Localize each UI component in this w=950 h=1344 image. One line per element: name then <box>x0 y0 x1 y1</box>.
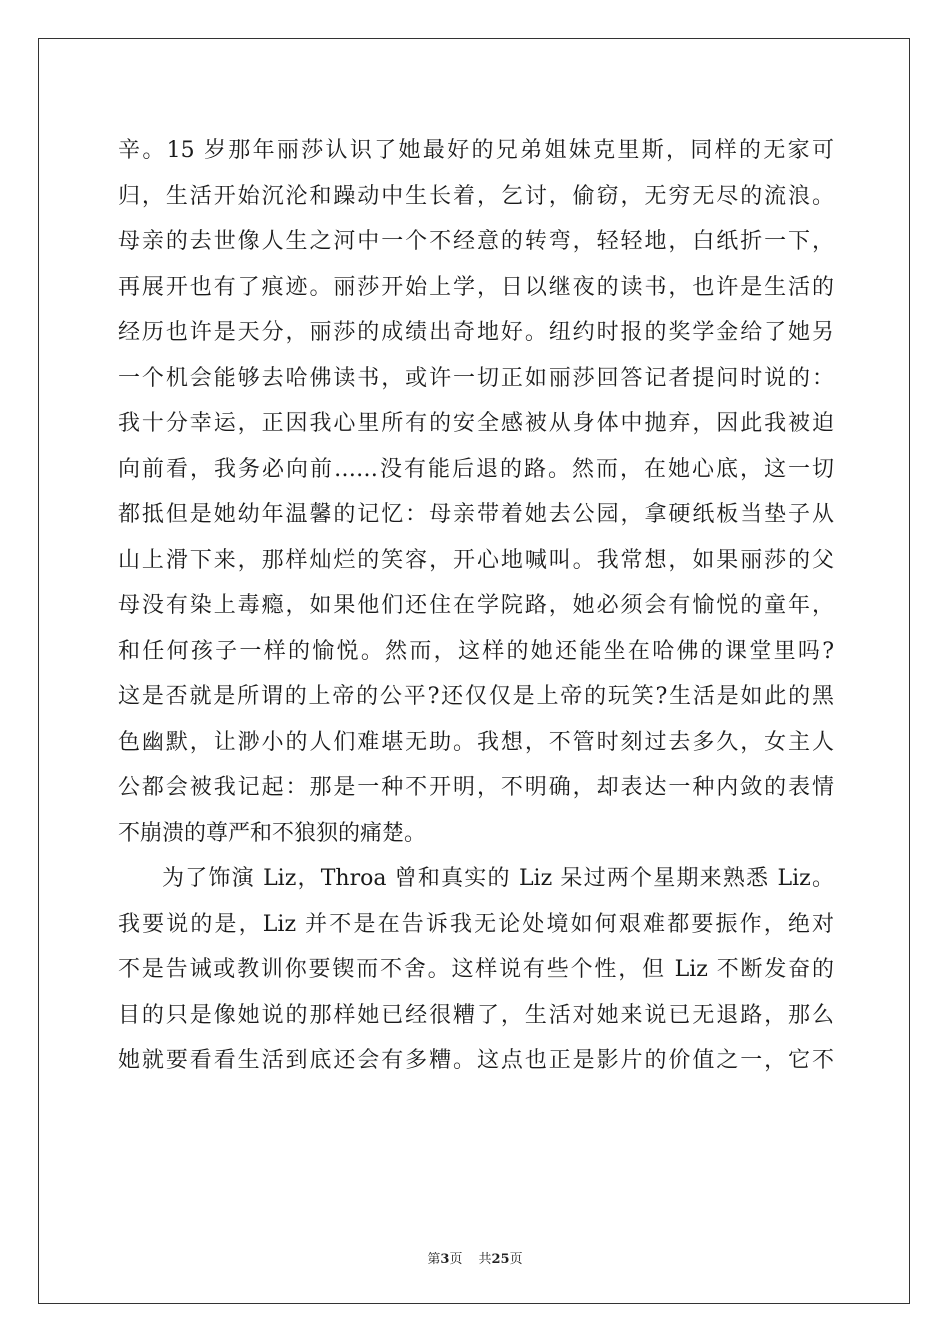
text-line: 一个机会能够去哈佛读书，或许一切正如丽莎回答记者提问时说的： <box>118 365 834 391</box>
text-line: 不是告诫或教训你要锲而不舍。这样说有些个性，但 Liz 不断发奋的 <box>118 957 834 982</box>
text-line: 不崩溃的尊严和不狼狈的痛楚。 <box>118 820 427 846</box>
page-suffix: 页 <box>449 1252 463 1267</box>
paragraph <box>118 856 834 1084</box>
text-line: 经历也许是天分，丽莎的成绩出奇地好。纽约时报的奖学金给了她另 <box>118 320 834 345</box>
text-line: 山上滑下来，那样灿烂的笑容，开心地喊叫。我常想，如果丽莎的父 <box>118 547 834 573</box>
total-prefix: 共 <box>478 1252 492 1267</box>
text-line: 她就要看看生活到底还会有多糟。这点也正是影片的价值之一，它不 <box>118 1048 834 1073</box>
text-line: 我要说的是，Liz 并不是在告诉我无论处境如何艰难都要振作，绝对 <box>118 911 834 937</box>
text-line: 这是否就是所谓的上帝的公平?还仅仅是上帝的玩笑?生活是如此的黑 <box>118 684 834 709</box>
text-line: 归，生活开始沉沦和躁动中生长着，乞讨，偷窃，无穷无尽的流浪。 <box>118 183 834 209</box>
text-line: 和任何孩子一样的愉悦。然而，这样的她还能坐在哈佛的课堂里吗? <box>118 638 834 664</box>
page-footer <box>0 1248 950 1267</box>
total-suffix: 页 <box>509 1252 523 1267</box>
total-pages: 25 <box>491 1252 510 1267</box>
paragraph <box>118 128 834 856</box>
page-prefix: 第 <box>427 1252 441 1267</box>
text-line: 母亲的去世像人生之河中一个不经意的转弯，轻轻地，白纸折一下， <box>118 229 834 254</box>
text-line: 向前看，我务必向前……没有能后退的路。然而，在她心底，这一切 <box>118 456 834 482</box>
document-body <box>118 128 834 1084</box>
text-line: 公都会被我记起：那是一种不开明，不明确，却表达一种内敛的表情 <box>118 775 834 800</box>
text-line: 辛。15 岁那年丽莎认识了她最好的兄弟姐妹克里斯，同样的无家可 <box>118 138 834 163</box>
text-line: 色幽默，让渺小的人们难堪无助。我想，不管时刻过去多久，女主人 <box>118 729 834 755</box>
text-line: 母没有染上毒瘾，如果他们还住在学院路，她必须会有愉悦的童年， <box>118 593 834 618</box>
text-line: 都抵但是她幼年温馨的记忆：母亲带着她去公园，拿硬纸板当垫子从 <box>118 502 834 527</box>
text-line: 目的只是像她说的那样她已经很糟了，生活对她来说已无退路，那么 <box>118 1002 834 1028</box>
text-line: 我十分幸运，正因我心里所有的安全感被从身体中抛弃，因此我被迫 <box>118 411 834 436</box>
text-line: 再展开也有了痕迹。丽莎开始上学，日以继夜的读书，也许是生活的 <box>118 274 834 300</box>
page-number: 3 <box>440 1252 450 1267</box>
text-line: 为了饰演 Liz，Throa 曾和真实的 Liz 呆过两个星期来熟悉 Liz。 <box>162 866 834 891</box>
